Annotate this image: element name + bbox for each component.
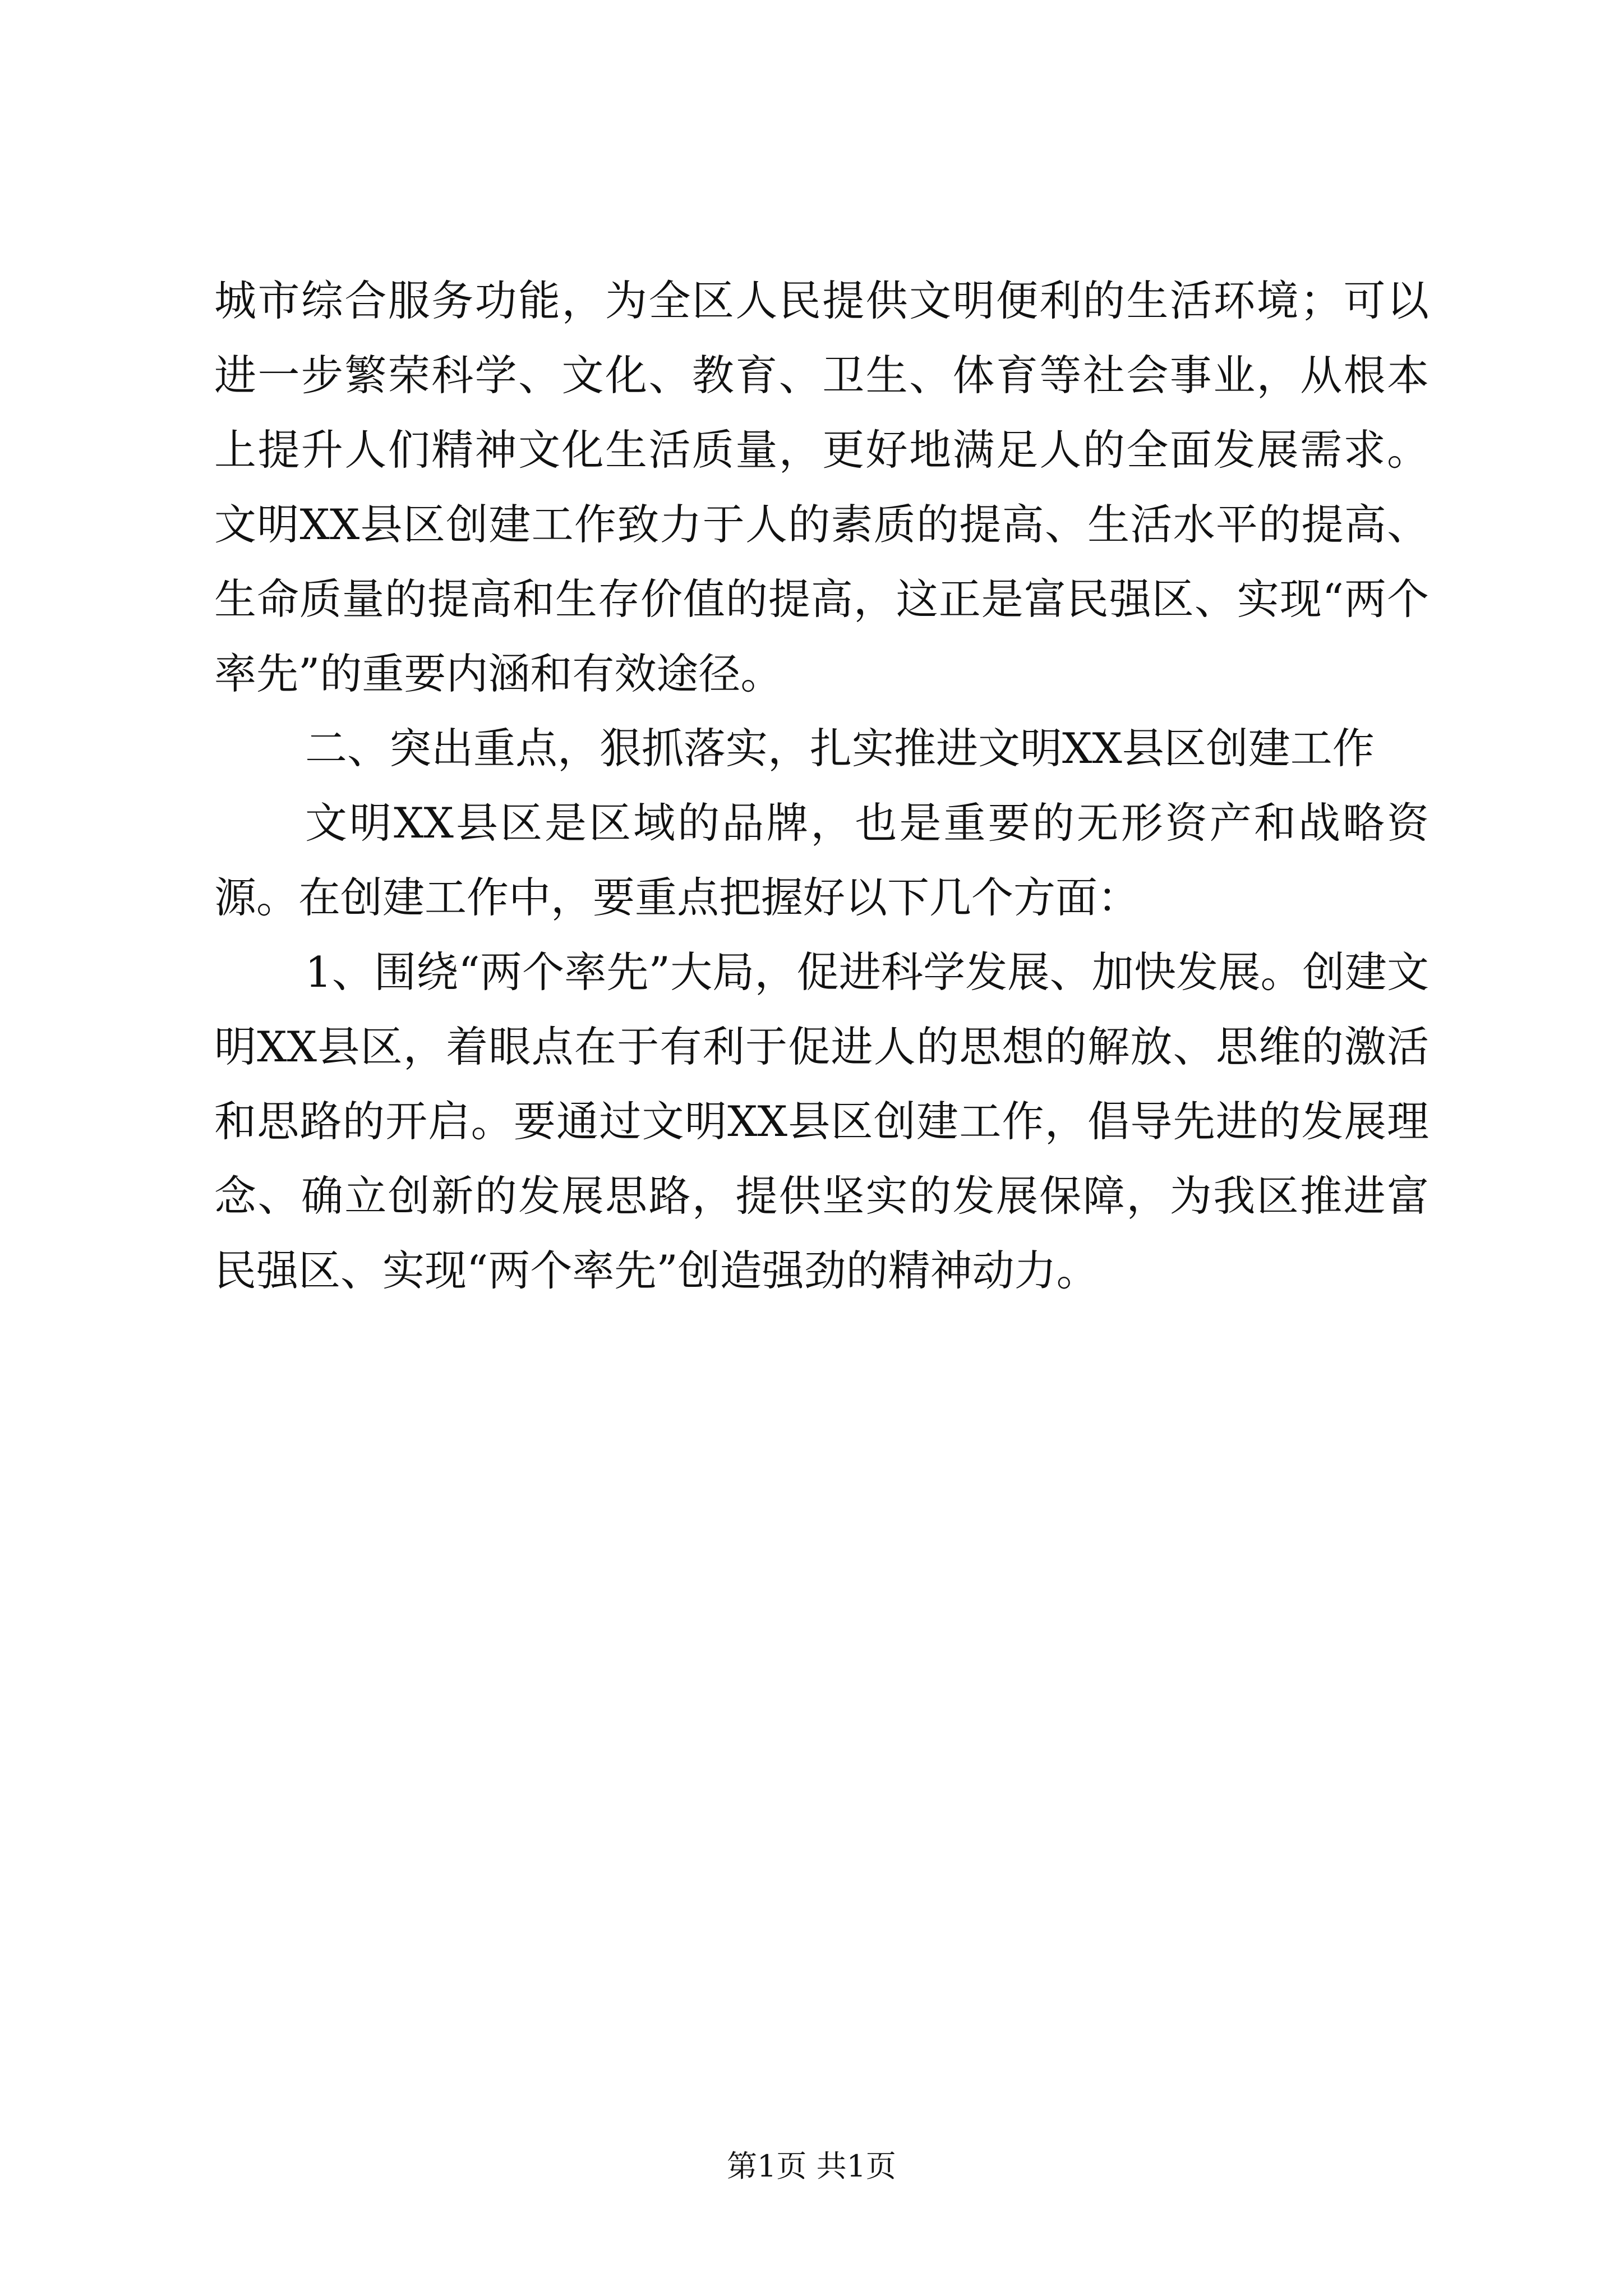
paragraph-intro: 文明XX县区是区域的品牌，也是重要的无形资产和战略资源。在创建工作中，要重点把握好以下几个方面： bbox=[214, 798, 1429, 922]
page-footer: 第1页 共1页 bbox=[727, 2148, 896, 2184]
paragraph-point-1: 1、围绕“两个率先”大局，促进科学发展、加快发展。创建文明XX县区，着眼点在于有利于促进人的思想的解放、思维的激活和思路的开启。要通过文明XX县区创建工作，倡导先进的发展理念、确立创新的发展思路，提供坚实的发展保障，为我区推进富民强区、实现“两个率先”创造强劲的精神动力。 bbox=[214, 947, 1429, 1295]
section-heading: 二、突出重点，狠抓落实，扎实推进文明XX县区创建工作 bbox=[305, 724, 1375, 773]
paragraph-continuation: 城市综合服务功能，为全区人民提供文明便利的生活环境；可以进一步繁荣科学、文化、教育、卫生、体育等社会事业，从根本上提升人们精神文化生活质量，更好地满足人的全面发展需求。文明XX县区创建工作致力于人的素质的提高、生活水平的提高、生命质量的提高和生存价值的提高，这正是富民强区、实现“两个率先”的重要内涵和有效途径。 bbox=[214, 276, 1429, 698]
document-body bbox=[214, 264, 1429, 1308]
